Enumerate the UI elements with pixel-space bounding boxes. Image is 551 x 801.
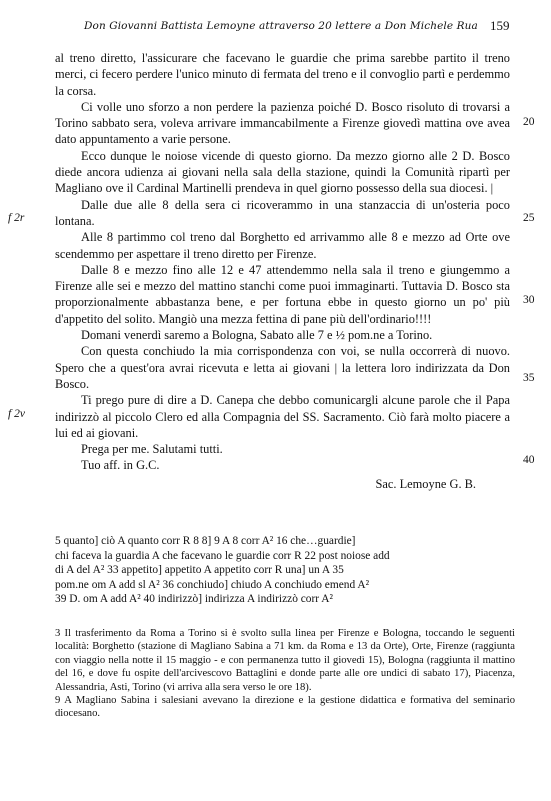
paragraph: Alle 8 partimmo col treno dal Borghetto ed arrivammo alle 8 e mezzo ad Orte ove scendemmo per aspettare il treno diretto per Firenze. — [55, 230, 510, 261]
running-title: Don Giovanni Battista Lemoyne attraverso 20 lettere a Don Michele Rua — [84, 20, 478, 32]
line-number: 30 — [523, 294, 535, 306]
paragraph: Ecco dunque le noiose vicende di questo giorno. Da mezzo giorno alle 2 D. Bosco diede ancora udienza ai giovani nella sala della stazione, quindi la Comunità ripartì per Magliano ove il Cardinal Martinelli prendeva in quel giorno possesso della sua diocesi. | — [55, 148, 510, 196]
page-number: 159 — [490, 18, 510, 33]
signature: Sac. Lemoyne G. B. — [375, 476, 476, 491]
paragraph: Ci volle uno sforzo a non perdere la pazienza poiché D. Bosco risoluto di trovarsi a Torino sabbato sera, voleva arrivare immancabilmente a Firenze giovedì mattina ove avea dato appuntamento a varie persone. — [55, 99, 510, 147]
paragraph: al treno diretto, l'assicurare che facevano le guardie che prima sarebbe partito il treno merci, ci fecero perdere l'unico minuto di fermata del treno e il convoglio partì e perdemmo la corsa. — [55, 51, 510, 98]
closing-line: Prega per me. Salutami tutti. — [81, 442, 223, 457]
line-number: 20 — [523, 116, 535, 128]
line-number: 40 — [523, 454, 535, 466]
apparatus-line: di A del A² 33 appetito] appetito A appetito corr R una] un A 35 — [55, 564, 344, 577]
paragraph: Dalle 8 e mezzo fino alle 12 e 47 attendemmo nella sala il treno e giungemmo a Firenze alle sei e mezzo del mattino stanchi come puoi immaginarti. Tuttavia D. Bosco sta proporzionalmente abbastanza bene, e per fortuna ebbe in questo giorno un po' più d'appetito del solito. Mangiò una mezza fettina di pane più dell'ordinario!!!! — [55, 262, 510, 326]
critical-apparatus — [55, 534, 515, 607]
paragraph: Con questa conchiudo la mia corrispondenza con voi, se nulla occorrerà di nuovo. Spero che a quest'ora avrai ricevuta e letta ai giovani | la lettera loro indirizzata da Don Bosco. — [55, 344, 510, 391]
apparatus-line: chi faceva la guardia A che facevano le guardie corr R 22 post noiose add — [55, 549, 390, 562]
closing-line: Tuo aff. in G.C. — [81, 458, 160, 473]
footnote: 9 A Magliano Sabina i salesiani avevano la direzione e la gestione didattica e formativa del seminario diocesano. — [55, 695, 515, 720]
paragraph: Ti prego pure di dire a D. Canepa che debbo comunicargli alcune parole che il Papa indirizzò al piccolo Clero ed alla Compagnia del SS. Sacramento. Ciò farà molto piacere a lui ed ai giovani. — [55, 393, 510, 440]
letter-body — [55, 50, 510, 492]
footnote: 3 Il trasferimento da Roma a Torino si è svolto sulla linea per Firenze e Bologna, toccando le seguenti località: Borghetto (stazione di Magliano Sabina a 71 km. da Roma e 13 da Orte), Orte, Firenze (raggiunta con viaggio nella notte il 15 maggio - e con permanenza tutto il giovedì 15), Bologna (raggiunta il mattino del 16, e dove fu ospite dell'arcivescovo Battaglini e donde parte alle ore undici di sabato 17), Piacenza, Alessandria, Asti, Torino (vi arriva alla sera verso le ore 18). — [55, 628, 515, 693]
apparatus-line: pom.ne om A add sl A² 36 conchiudo] chiudo A conchiudo emend A² — [55, 578, 370, 591]
footnotes — [55, 627, 515, 721]
apparatus-line: 5 quanto] ciò A quanto corr R 8 8] 9 A 8 corr A² 16 che…guardie] — [55, 535, 356, 547]
folio-marker: f 2r — [8, 212, 25, 224]
line-number: 35 — [523, 372, 535, 384]
folio-marker: f 2v — [8, 408, 25, 420]
apparatus-line: 39 D. om A add A² 40 indirizzò] indirizza A indirizzò corr A² — [55, 593, 333, 606]
line-number: 25 — [523, 212, 535, 224]
paragraph: Domani venerdì saremo a Bologna, Sabato alle 7 e ½ pom.ne a Torino. — [81, 328, 433, 343]
paragraph: Dalle due alle 8 della sera ci ricoverammo in una stanzaccia di un'osteria poco lontana. — [55, 197, 510, 228]
